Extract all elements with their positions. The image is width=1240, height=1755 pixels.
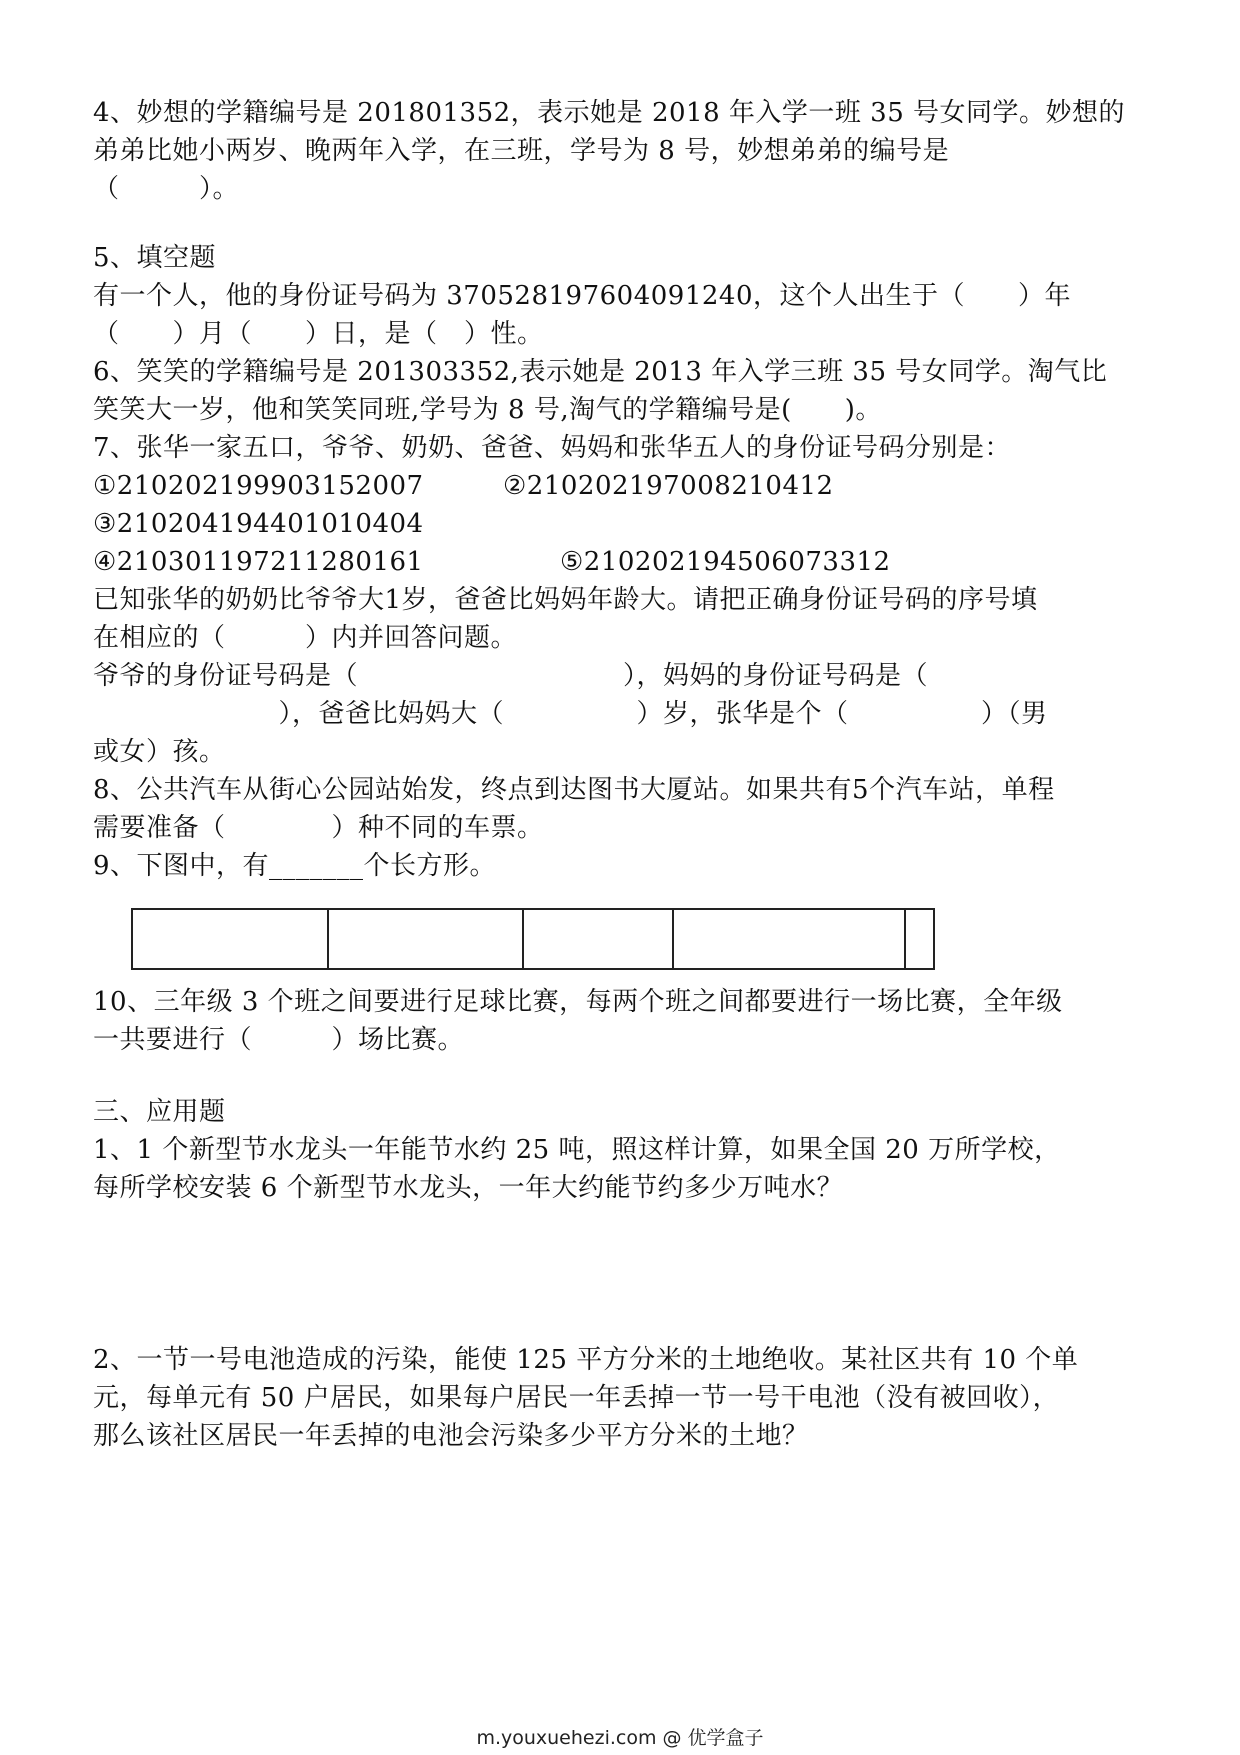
q7-line-5: ），爸爸比妈妈大（ ）岁，张华是个（ ）（男 xyxy=(93,699,1048,729)
q8-line-1: 8、公共汽车从街心公园站始发，终点到达图书大厦站。如果共有5个汽车站，单程 xyxy=(93,775,1055,805)
footer-watermark: m.youxuehezi.com @ 优学盒子 xyxy=(476,1727,764,1749)
rectangle-divider xyxy=(904,910,906,968)
q5-title: 5、填空题 xyxy=(93,243,217,273)
q4-line-3: （ ）。 xyxy=(93,174,240,204)
q6-line-1: 6、笑笑的学籍编号是 201303352,表示她是 2013 年入学三班 35 号女同学。淘气比 xyxy=(93,357,1108,387)
app-q1-line-2: 每所学校安装 6 个新型节水龙头，一年大约能节约多少万吨水？ xyxy=(93,1173,844,1203)
q7-id-4: ④210301197211280161 xyxy=(93,547,424,577)
q7-line-6: 或女）孩。 xyxy=(93,737,226,767)
q4-line-1: 4、妙想的学籍编号是 201801352，表示她是 2018 年入学一班 35 号女同学。妙想的 xyxy=(93,98,1125,128)
q7-id-2: ②210202197008210412 xyxy=(503,471,834,501)
app-q2-line-3: 那么该社区居民一年丢掉的电池会污染多少平方分米的土地？ xyxy=(93,1421,809,1451)
app-q2-line-1: 2、一节一号电池造成的污染，能使 125 平方分米的土地绝收。某社区共有 10 个单 xyxy=(93,1345,1079,1375)
q7-id-5: ⑤210202194506073312 xyxy=(560,547,891,577)
q10-line-1: 10、三年级 3 个班之间要进行足球比赛，每两个班之间都要进行一场比赛，全年级 xyxy=(93,987,1063,1017)
q7-id-3: ③210204194401010404 xyxy=(93,509,424,539)
q7-line-2: 已知张华的奶奶比爷爷大1岁，爸爸比妈妈年龄大。请把正确身份证号码的序号填 xyxy=(93,585,1038,615)
rectangle-divider xyxy=(672,910,674,968)
rectangle-divider xyxy=(327,910,329,968)
q7-line-3: 在相应的（ ）内并回答问题。 xyxy=(93,623,518,653)
q8-line-2: 需要准备（ ）种不同的车票。 xyxy=(93,813,544,843)
q5-line-1: 有一个人，他的身份证号码为 370528197604091240，这个人出生于（ ）年 xyxy=(93,281,1072,311)
q9-line-1: 9、下图中，有_______个长方形。 xyxy=(93,851,497,881)
q7-id-1: ①210202199903152007 xyxy=(93,471,424,501)
app-q2-line-2: 元，每单元有 50 户居民，如果每户居民一年丢掉一节一号干电池（没有被回收）， xyxy=(93,1383,1060,1413)
rectangle-divider xyxy=(522,910,524,968)
q7-line-1: 7、张华一家五口，爷爷、奶奶、爸爸、妈妈和张华五人的身份证号码分别是： xyxy=(93,433,1012,463)
section-3-title: 三、应用题 xyxy=(93,1097,226,1127)
rectangle-figure xyxy=(131,908,935,970)
app-q1-line-1: 1、1 个新型节水龙头一年能节水约 25 吨，照这样计算，如果全国 20 万所学校， xyxy=(93,1135,1061,1165)
q7-line-4: 爷爷的身份证号码是（ ），妈妈的身份证号码是（ xyxy=(93,661,929,691)
q5-line-2: （ ）月（ ）日，是（ ）性。 xyxy=(93,319,544,349)
q6-line-2: 笑笑大一岁，他和笑笑同班,学号为 8 号,淘气的学籍编号是( )。 xyxy=(93,395,882,425)
q4-line-2: 弟弟比她小两岁、晚两年入学，在三班，学号为 8 号，妙想弟弟的编号是 xyxy=(93,136,950,166)
q10-line-2: 一共要进行（ ）场比赛。 xyxy=(93,1025,465,1055)
